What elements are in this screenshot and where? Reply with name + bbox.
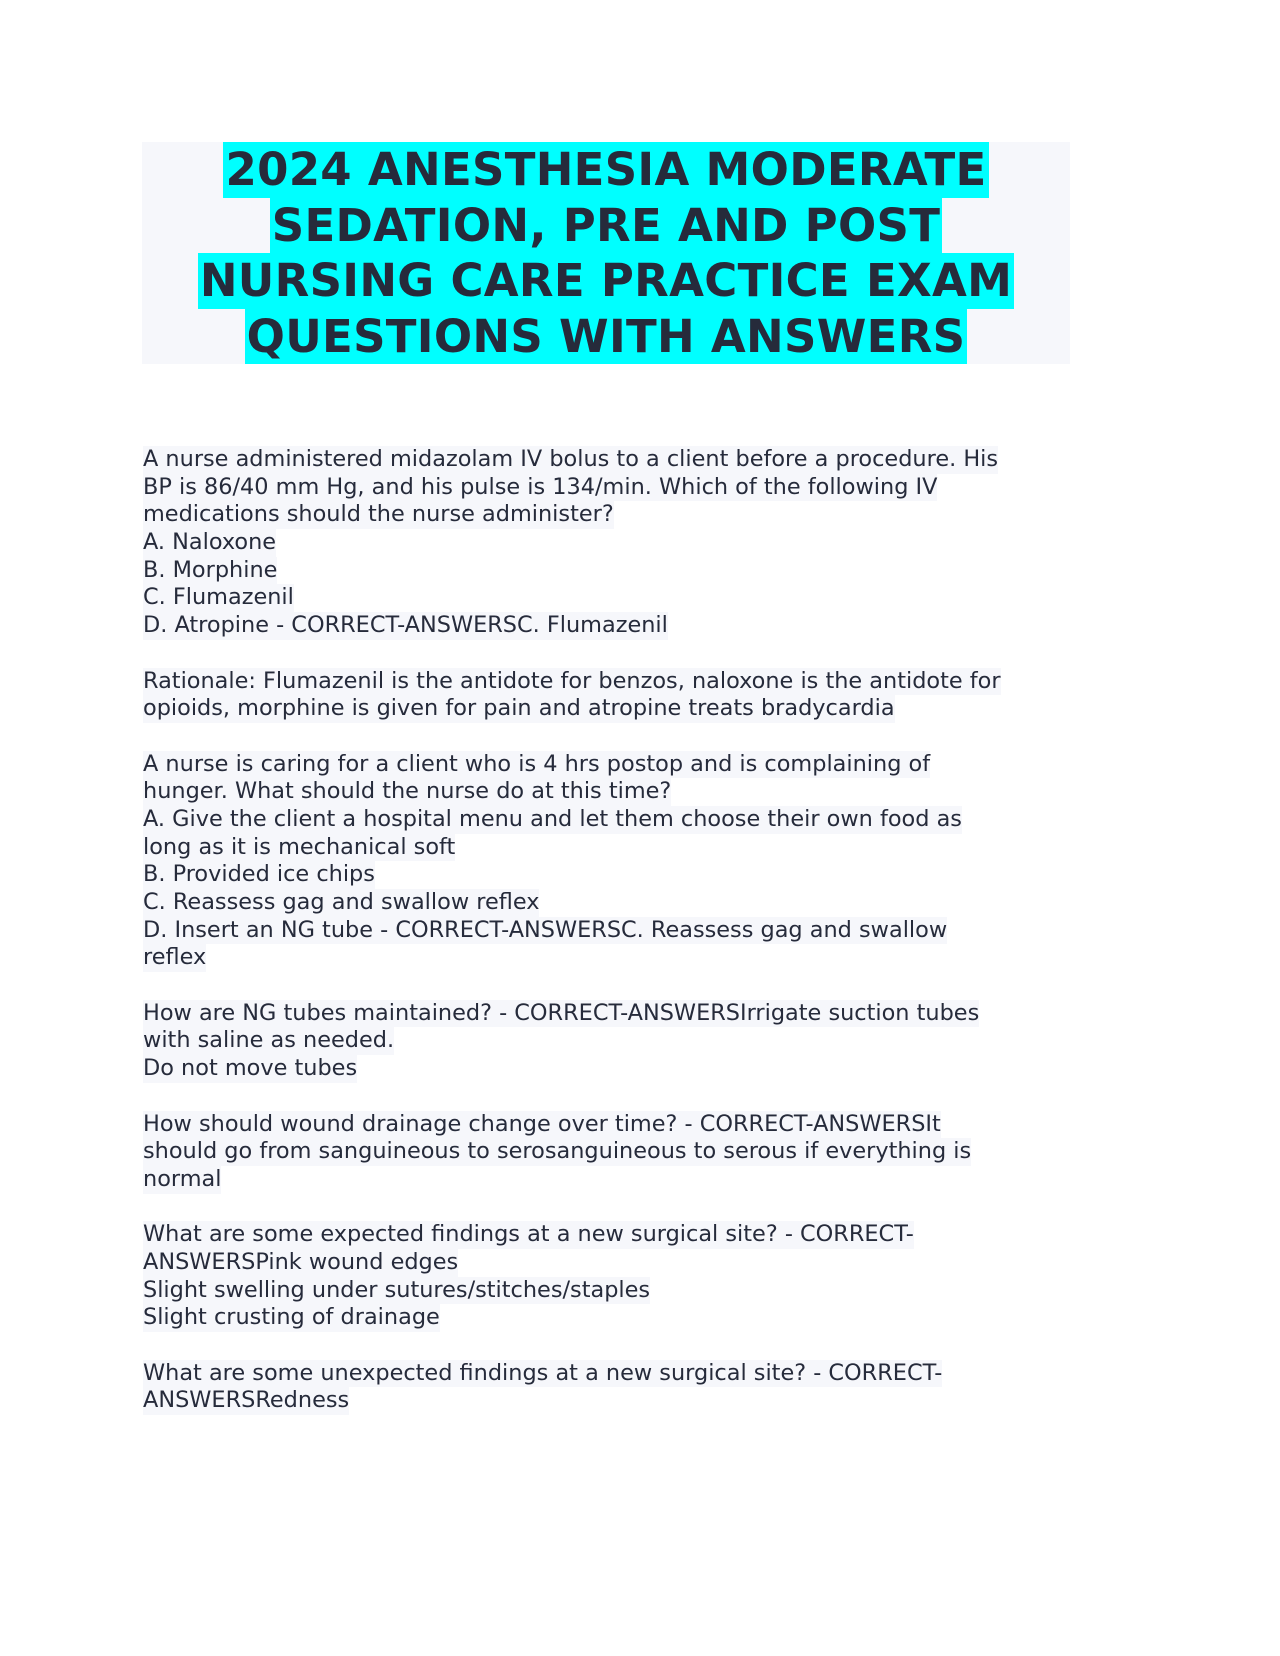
text-line: A nurse is caring for a client who is 4 hrs postop and is complaining of [143,750,931,777]
text-line: How should wound drainage change over time? - CORRECT-ANSWERSIt [143,1110,941,1137]
answer-option-b: B. Provided ice chips [143,861,375,888]
text-line: should go from sanguineous to serosanguineous to serous if everything is [143,1138,972,1165]
answer-option-b: B. Morphine [143,556,278,583]
answer-option-c: C. Reassess gag and swallow reflex [143,889,540,915]
answer-option-d-with-correct-answer: D. Atropine - CORRECT-ANSWERSC. Flumazenil [143,612,668,639]
text-line: long as it is mechanical soft [143,833,456,860]
text-line: BP is 86/40 mm Hg, and his pulse is 134/min. Which of the following IV [143,473,938,500]
text-line: normal [143,1165,222,1192]
text-line: ANSWERSPink wound edges [143,1248,459,1275]
question-block-unexpected-findings [143,1360,1083,1415]
text-line: reflex [143,944,207,971]
title-line: 2024 ANESTHESIA MODERATE [225,143,987,196]
title-line: NURSING CARE PRACTICE EXAM [199,254,1013,307]
text-line: What are some unexpected findings at a new surgical site? - CORRECT- [143,1359,943,1386]
question-block-postop-hunger [143,751,1083,973]
text-line: medications should the nurse administer? [143,501,614,528]
answer-option-c: C. Flumazenil [143,584,294,611]
document-body [143,446,1083,1443]
text-line: Rationale: Flumazenil is the antidote for benzos, naloxone is the antidote for [143,667,1001,694]
text-line: with saline as needed. [143,1027,395,1054]
text-line: opioids, morphine is given for pain and atropine treats bradycardia [143,695,895,722]
text-line: ANSWERSRedness [143,1387,350,1414]
question-block-midazolam [143,446,1083,640]
rationale-block [143,668,1083,723]
text-line: What are some expected findings at a new surgical site? - CORRECT- [143,1221,914,1248]
text-line: A nurse administered midazolam IV bolus to a client before a procedure. His [143,446,999,472]
title-line: QUESTIONS WITH ANSWERS [246,309,966,363]
title-line: SEDATION, PRE AND POST [271,198,941,252]
text-line: Do not move tubes [143,1055,358,1082]
answer-option-a: A. Naloxone [143,529,277,556]
text-line: hunger. What should the nurse do at this time? [143,778,672,805]
text-line: Slight swelling under sutures/stitches/staples [143,1276,651,1303]
question-block-wound-drainage [143,1111,1083,1194]
answer-option-d-with-correct-answer: D. Insert an NG tube - CORRECT-ANSWERSC. Reassess gag and swallow [143,916,948,943]
text-line: How are NG tubes maintained? - CORRECT-ANSWERSIrrigate suction tubes [143,999,980,1026]
question-block-expected-findings [143,1221,1083,1332]
text-line: Slight crusting of drainage [143,1304,440,1331]
question-block-ng-tubes [143,1000,1083,1083]
document-title [142,142,1070,364]
answer-option-a: A. Give the client a hospital menu and let them choose their own food as [143,805,962,832]
